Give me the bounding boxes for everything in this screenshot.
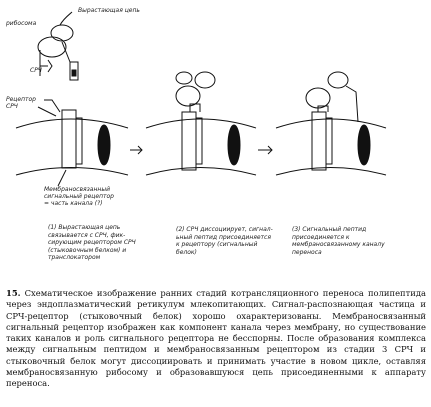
label-growing-chain: Вырастающая цепь	[78, 7, 140, 14]
label-srp: СРЧ	[30, 67, 42, 74]
membrane-stage-2	[146, 72, 256, 175]
caption-text: Схематическое изображение ранних стадий котрансляционного переноса полипептида через эндоплазматический ретикулум млекопитающих. Сигнал-распознающая частица и СРЧ-рецептор (стыковочный белок) хорошо охарактеризованы. Мембраносвязанный сигнальный рецептор изображен как компонент канала через мембрану, но существование таких каналов и роль сигнального рецептора не бесспорны. После образования комплекса между сигнальным пептидом и мембраносвязанным рецептором из стадии 3 СРЧ и стыковочный белок могут диссоциировать и принимать участие в новом цикле, оставляя мембраносвязанную рибосому и образовавшуюся цепь присоединенными к аппарату переноса.	[6, 288, 426, 389]
figure-caption	[6, 288, 426, 390]
membrane-stage-1	[16, 100, 128, 175]
step-1-description: (1) Вырастающая цепь связывается с СРЧ, фик- сирующим рецептором СРЧ (стыковочным белком) и транслокатором	[48, 224, 136, 261]
figure-number: 15.	[6, 288, 21, 298]
label-srp-receptor: Рецептор СРЧ	[6, 96, 36, 110]
free-ribosome-with-srp	[38, 12, 78, 80]
step-3-description: (3) Сигнальный пептид присоединяется к мембраносвязанному каналу переноса	[292, 226, 385, 256]
label-ribosome: рибосома	[6, 20, 37, 27]
membrane-stage-3	[276, 72, 386, 175]
label-membrane-signal-receptor: Мембраносвязанный сигнальный рецептор = часть канала (?)	[44, 186, 114, 207]
step-2-description: (2) СРЧ диссоциирует, сигнал- ьный пептид присоединяется к рецептору (сигнальный белок)	[176, 226, 273, 256]
